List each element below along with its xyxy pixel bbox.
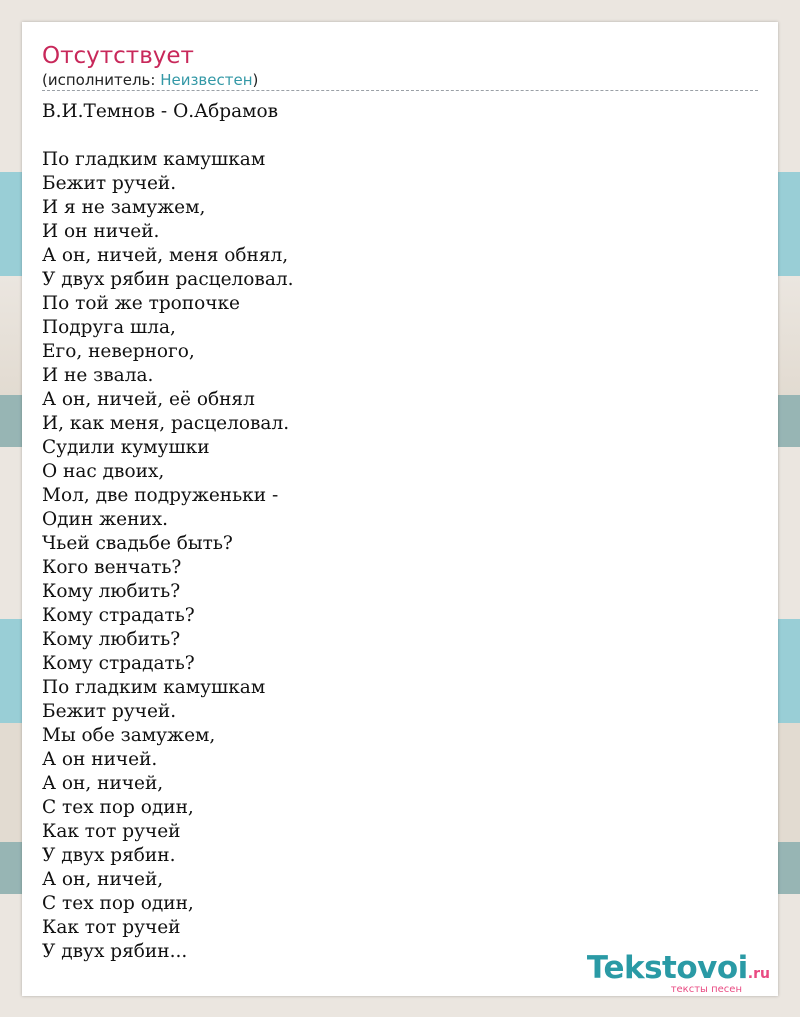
lyric-line: У двух рябин расцеловал. <box>42 269 294 290</box>
lyric-line: Его, неверного, <box>42 341 195 362</box>
artist-line <box>42 71 258 89</box>
lyric-line: В.И.Темнов - О.Абрамов <box>42 101 279 122</box>
artist-prefix: (исполнитель: <box>42 71 161 89</box>
title-divider <box>42 90 758 91</box>
lyric-line: Кого венчать? <box>42 557 182 578</box>
song-title: Отсутствует <box>42 43 194 69</box>
lyric-line: Подруга шла, <box>42 317 176 338</box>
lyric-line: С тех пор один, <box>42 893 194 914</box>
artist-suffix: ) <box>252 71 259 89</box>
lyric-line: О нас двоих, <box>42 461 165 482</box>
lyric-line: А он, ничей, меня обнял, <box>42 245 289 266</box>
lyric-line: Кому страдать? <box>42 653 195 674</box>
lyric-line: Кому любить? <box>42 629 181 650</box>
lyric-line: Чьей свадьбе быть? <box>42 533 233 554</box>
lyrics-text <box>42 100 294 964</box>
logo-tagline: тексты песен <box>670 984 742 995</box>
lyric-line: И я не замужем, <box>42 197 206 218</box>
lyric-line: Мы обе замужем, <box>42 725 216 746</box>
logo-name: Tekstovoi <box>586 950 748 986</box>
lyric-line <box>42 124 294 148</box>
lyric-line: И не звала. <box>42 365 154 386</box>
logo-tld: .ru <box>747 966 770 982</box>
lyric-line: А он, ничей, <box>42 869 164 890</box>
lyric-line: У двух рябин. <box>42 845 176 866</box>
lyric-line: А он, ничей, <box>42 773 164 794</box>
lyric-line: Как тот ручей <box>42 821 181 842</box>
lyric-line: А он ничей. <box>42 749 158 770</box>
lyric-line: Один жених. <box>42 509 169 530</box>
lyric-line: По гладким камушкам <box>42 149 266 170</box>
lyric-line: У двух рябин... <box>42 941 188 962</box>
lyric-line: С тех пор один, <box>42 797 194 818</box>
lyric-line: Мол, две подруженьки - <box>42 485 279 506</box>
lyric-line: Как тот ручей <box>42 917 181 938</box>
lyric-line: По гладким камушкам <box>42 677 266 698</box>
lyric-line: Кому любить? <box>42 581 181 602</box>
lyrics-card <box>22 22 778 996</box>
lyric-line: Кому страдать? <box>42 605 195 626</box>
lyric-line: И он ничей. <box>42 221 160 242</box>
lyric-line: Судили кумушки <box>42 437 210 458</box>
lyric-line: И, как меня, расцеловал. <box>42 413 290 434</box>
lyric-line: Бежит ручей. <box>42 701 177 722</box>
site-logo[interactable] <box>587 952 770 995</box>
artist-link[interactable]: Неизвестен <box>160 71 253 89</box>
lyric-line: По той же тропочке <box>42 293 241 314</box>
lyric-line: Бежит ручей. <box>42 173 177 194</box>
lyric-line: А он, ничей, её обнял <box>42 389 255 410</box>
